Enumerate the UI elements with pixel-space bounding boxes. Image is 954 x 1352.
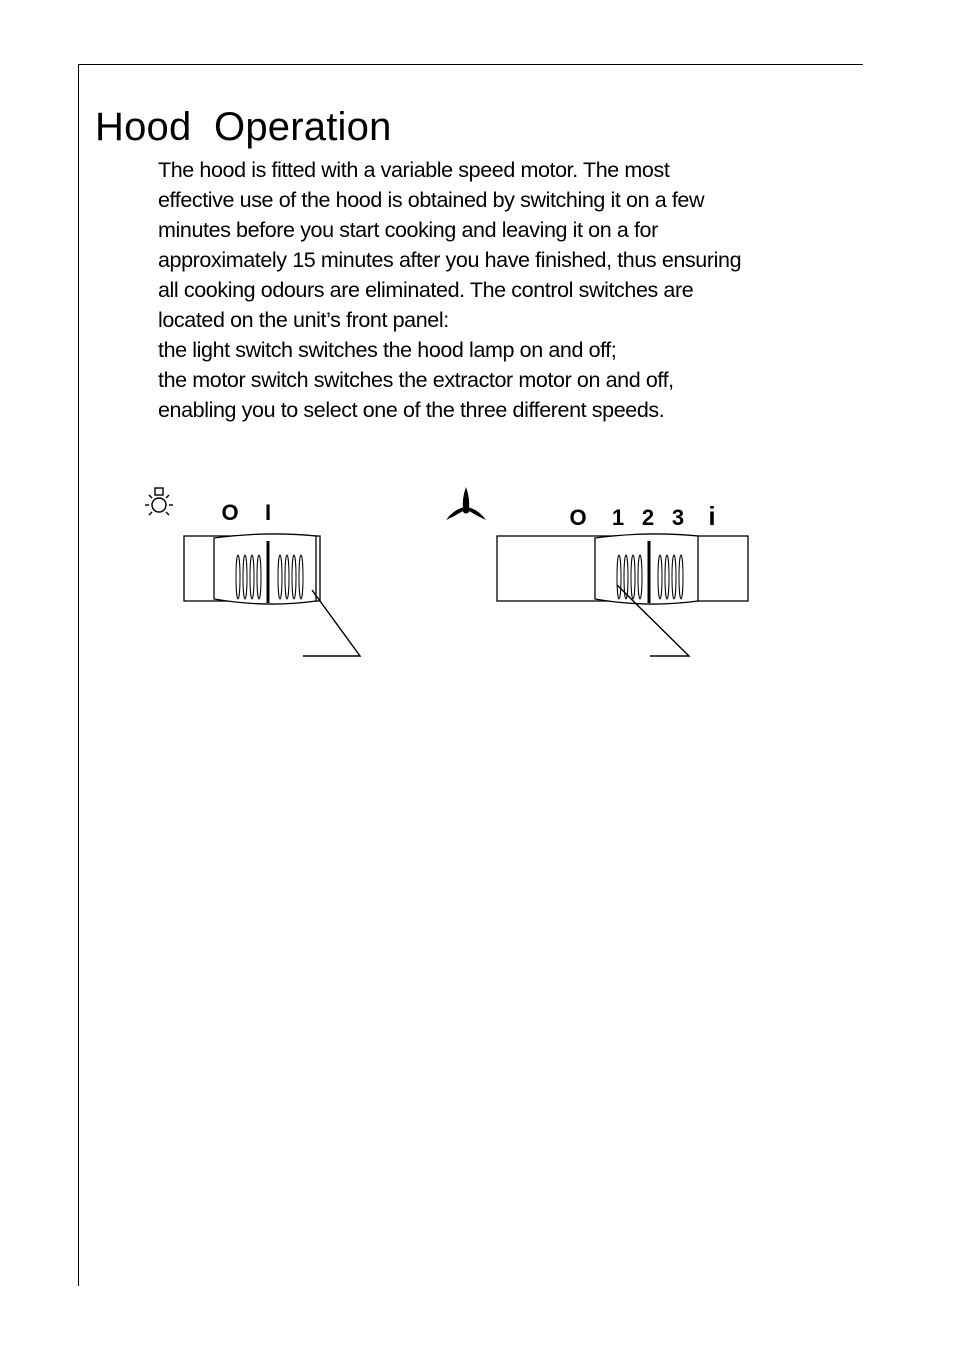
fan-icon [446,487,486,520]
light-switch-rocker[interactable] [214,534,316,604]
paragraph-line: approximately 15 minutes after you have finished, thus ensuring [158,248,742,272]
paragraph-line: the motor switch switches the extractor motor on and off, [158,368,674,392]
paragraph-line: the light switch switches the hood lamp on and off; [158,338,617,362]
paragraph-line: all cooking odours are eliminated. The control switches are [158,278,694,302]
light-switch-position-off: O [221,500,239,525]
light-switch-position-on: I [264,500,272,525]
motor-switch-position-3: 3 [671,505,685,530]
motor-switch-position-2: 2 [641,505,655,530]
motor-switch-position-1: 1 [611,505,625,530]
motor-switch [446,487,748,656]
paragraph-line: enabling you to select one of the three different speeds. [158,398,665,422]
motor-switch-position-boost: i [708,501,716,531]
paragraph-line: located on the unit’s front panel: [158,308,449,332]
paragraph-line: minutes before you start cooking and leaving it on a for [158,218,658,242]
page-title: Hood Operation [95,105,392,149]
motor-switch-position-off: O [569,505,587,530]
paragraph-line: effective use of the hood is obtained by switching it on a few [158,188,705,212]
paragraph-line: The hood is fitted with a variable speed motor. The most [158,158,670,182]
lamp-icon [145,488,173,515]
light-switch [145,488,360,656]
